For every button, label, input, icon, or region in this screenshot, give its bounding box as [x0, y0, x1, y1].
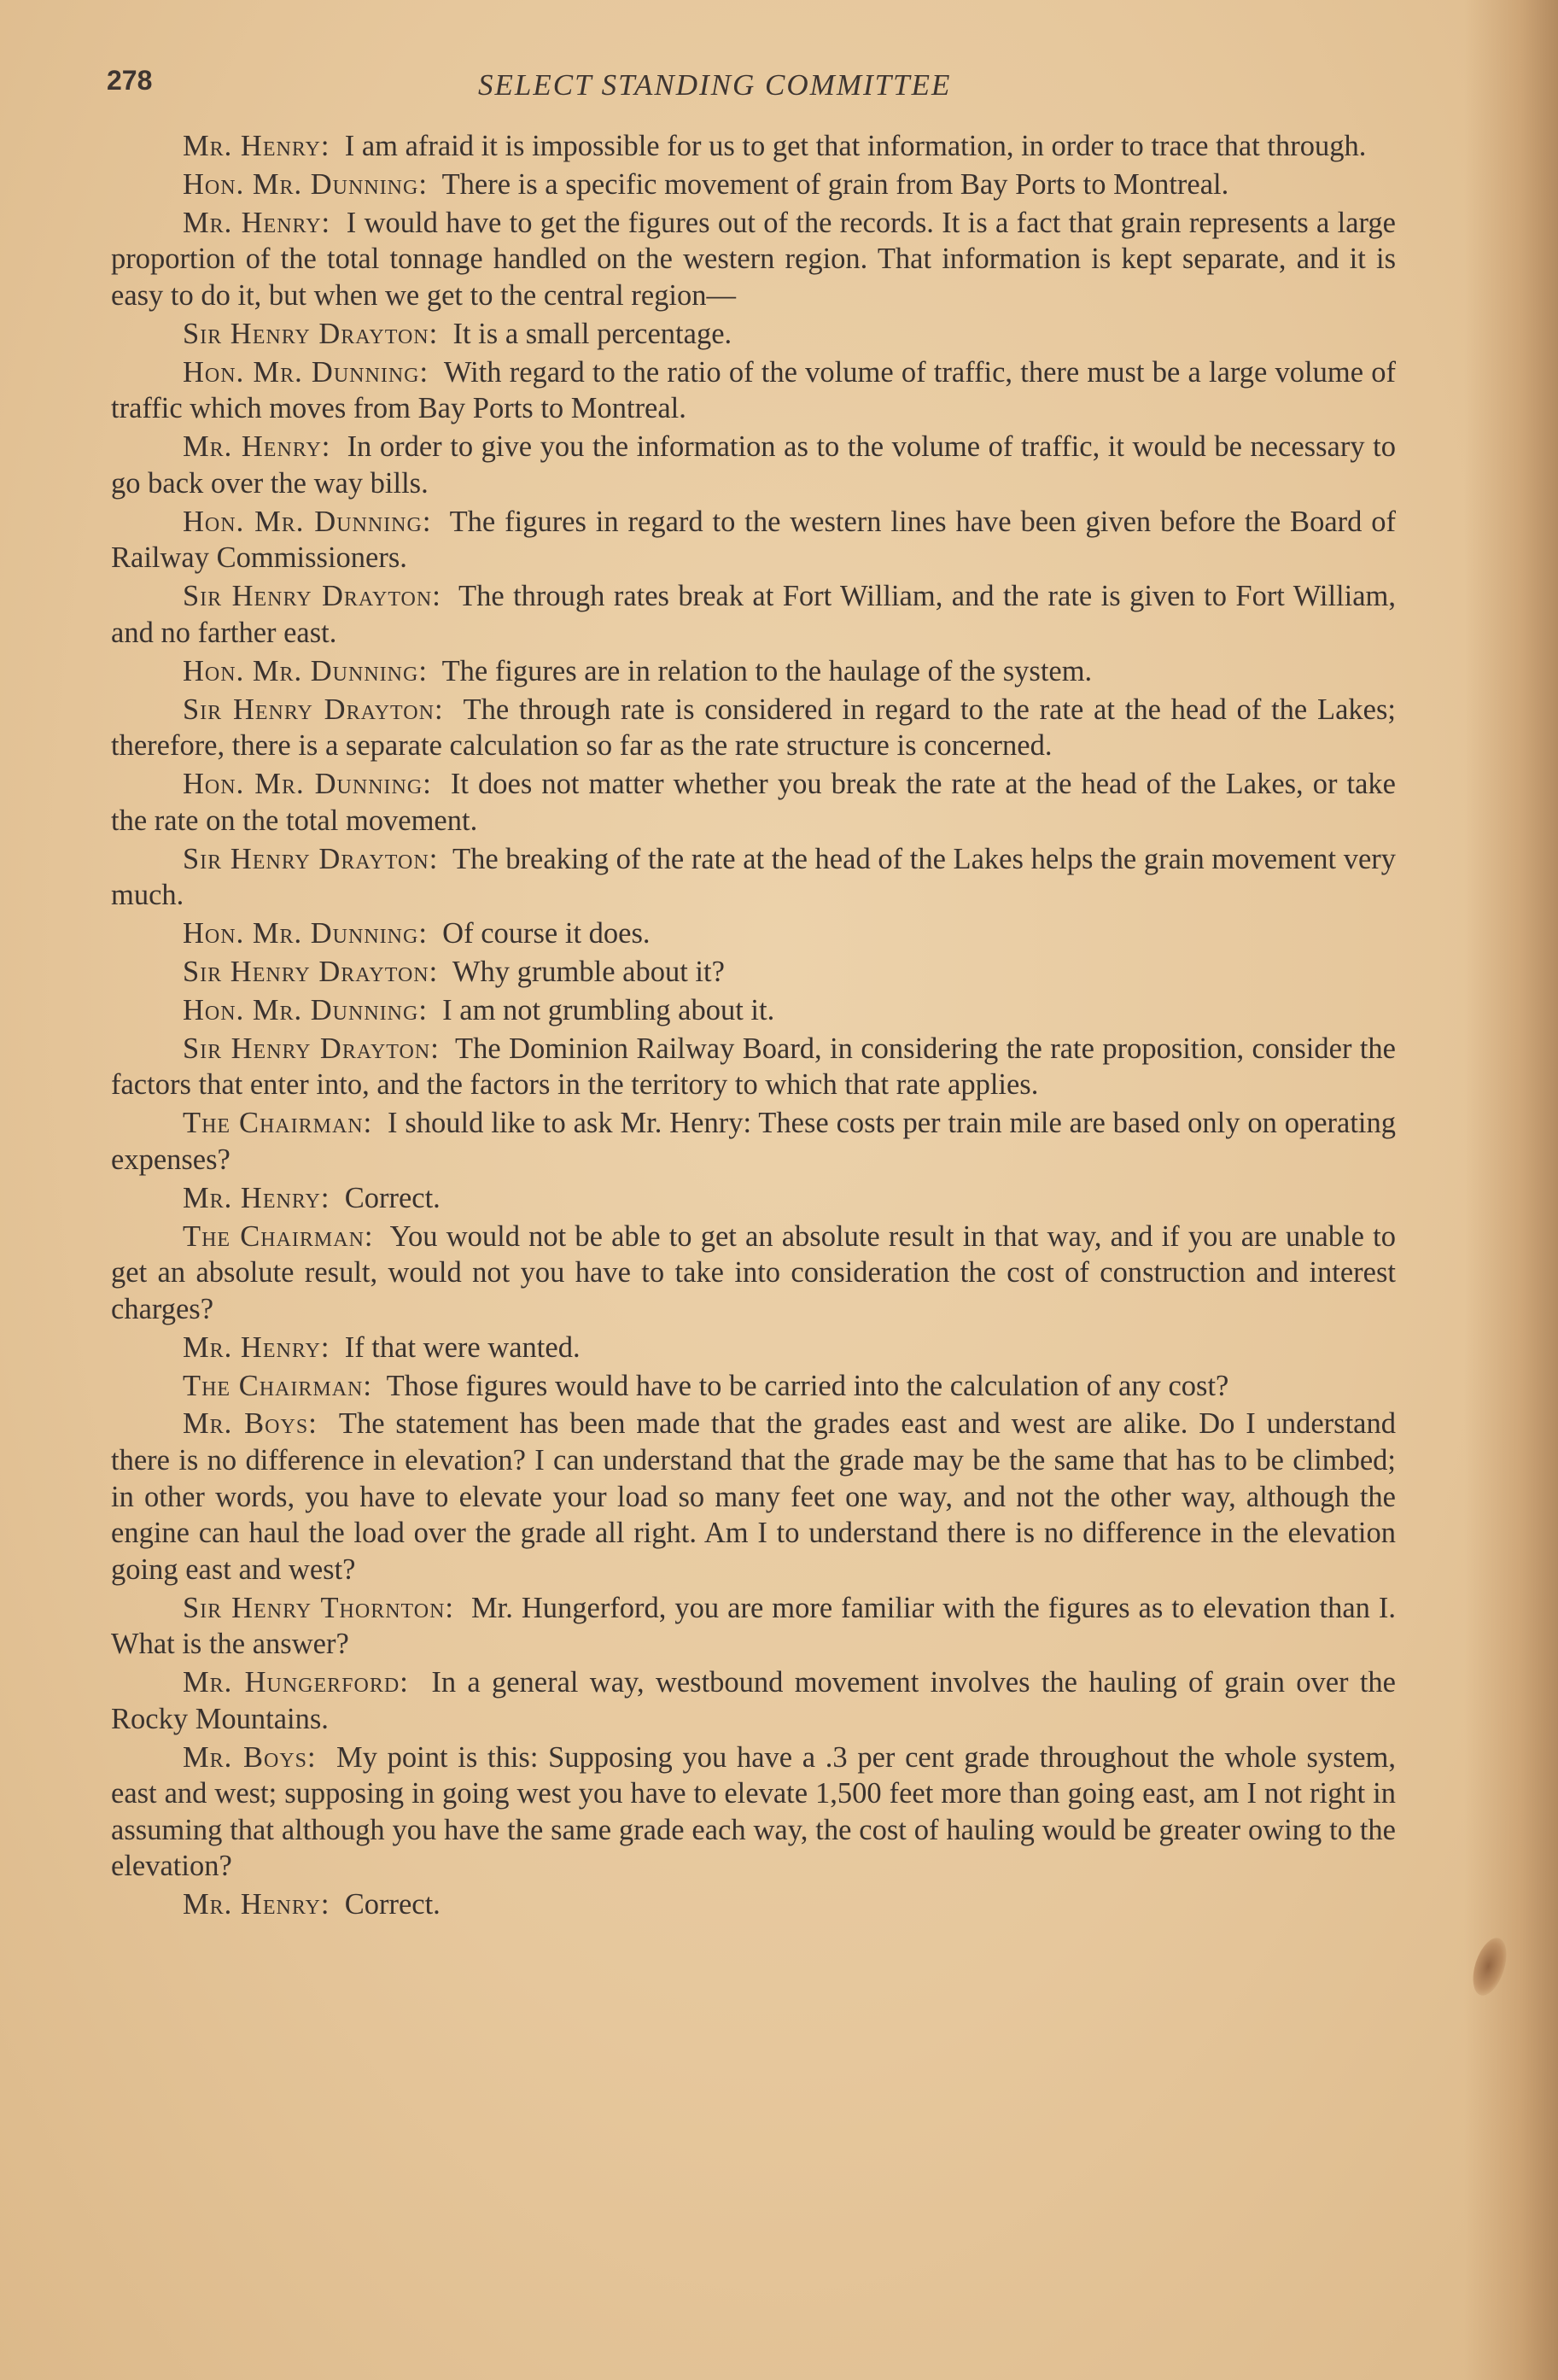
transcript-paragraph	[111, 1740, 1396, 1885]
speaker-name: Hon. Mr. Dunning:	[183, 768, 432, 801]
speaker-name: Mr. Henry:	[183, 206, 331, 239]
speech-text: There is a specific movement of grain from Bay Ports to Montreal.	[441, 167, 1229, 201]
speech-text: The Dominion Railway Board, in considering the rate proposition, consider the factors that enter into, and the factors in the territory to which that rate applies.	[111, 1032, 1396, 1102]
speech-text: I would have to get the figures out of the records. It is a fact that grain represents a large proportion of the total tonnage handled on the western region. That information is kept separate, and it is easy to do it, but when we get to the central region—	[111, 206, 1396, 312]
speech-text: The breaking of the rate at the head of the Lakes helps the grain movement very much.	[111, 842, 1396, 912]
speaker-name: Hon. Mr. Dunning:	[183, 654, 428, 687]
transcript-paragraph	[111, 1406, 1396, 1588]
transcript-paragraph	[111, 992, 1396, 1029]
transcript-paragraph	[111, 578, 1396, 651]
speech-text: Mr. Hungerford, you are more familiar with the figures as to elevation than I. What is the answer?	[111, 1591, 1396, 1661]
page-number: 278	[107, 65, 153, 96]
transcript-paragraph	[111, 1886, 1396, 1923]
speech-text: Why grumble about it?	[452, 955, 725, 988]
transcript-paragraph	[111, 429, 1396, 501]
speech-text: Correct.	[344, 1181, 441, 1214]
speech-text: If that were wanted.	[344, 1330, 581, 1364]
speaker-name: Mr. Henry:	[183, 130, 330, 162]
speaker-name: Sir Henry Drayton:	[183, 580, 441, 613]
speaker-name: Mr. Henry:	[183, 430, 331, 464]
transcript-paragraph	[111, 1664, 1396, 1737]
transcript-paragraph	[111, 841, 1396, 914]
page-header	[107, 60, 1404, 111]
speaker-name: Mr. Boys:	[183, 1407, 318, 1441]
speaker-name: Sir Henry Drayton:	[183, 693, 444, 726]
speaker-name: The Chairman:	[183, 1107, 373, 1140]
transcript-paragraph	[111, 954, 1396, 991]
transcript-paragraph	[111, 504, 1396, 576]
speech-text: The through rates break at Fort William, and the rate is given to Fort William, and no farther east.	[111, 580, 1396, 649]
speaker-name: Sir Henry Drayton:	[183, 317, 439, 350]
speech-text: In a general way, westbound movement involves the hauling of grain over the Rocky Mountains.	[111, 1666, 1396, 1735]
speech-text: Correct.	[344, 1888, 441, 1921]
speaker-name: Mr. Henry:	[183, 1888, 330, 1921]
speaker-name: Sir Henry Drayton:	[183, 842, 439, 875]
speech-text: Of course it does.	[442, 917, 651, 950]
transcript-paragraph	[111, 205, 1396, 314]
speaker-name: Sir Henry Drayton:	[183, 1032, 440, 1065]
speech-text: My point is this: Supposing you have a .3 per cent grade throughout the whole system, east and west; supposing in going west you have to elevate 1,500 feet more than going east, am I not right in assuming that although you have the same grade each way, the cost of hauling would be greater owing to the elevation?	[111, 1740, 1397, 1883]
transcript-paragraph	[111, 1330, 1396, 1366]
transcript-paragraph	[111, 1180, 1396, 1217]
transcript-paragraph	[111, 1590, 1396, 1663]
speech-text: I am not grumbling about it.	[442, 993, 775, 1026]
speech-text: I should like to ask Mr. Henry: These costs per train mile are based only on operating expenses?	[111, 1107, 1397, 1176]
page-edge-shadow	[1464, 0, 1558, 2380]
transcript-paragraph	[111, 128, 1396, 165]
transcript-paragraph	[111, 653, 1396, 690]
speech-text: Those figures would have to be carried into the calculation of any cost?	[386, 1369, 1229, 1402]
speaker-name: Hon. Mr. Dunning:	[183, 167, 428, 201]
transcript-paragraph	[111, 316, 1396, 353]
speaker-name: Hon. Mr. Dunning:	[183, 355, 429, 389]
transcript-body	[111, 128, 1396, 1925]
transcript-paragraph	[111, 354, 1396, 427]
running-head: SELECT STANDING COMMITTEE	[478, 68, 952, 102]
transcript-paragraph	[111, 167, 1396, 203]
transcript-paragraph	[111, 1105, 1396, 1178]
speaker-name: The Chairman:	[183, 1219, 374, 1253]
speech-text: The figures in regard to the western lines have been given before the Board of Railway Commissioners.	[111, 505, 1396, 575]
speaker-name: Hon. Mr. Dunning:	[183, 993, 428, 1026]
speaker-name: Hon. Mr. Dunning:	[183, 505, 432, 538]
speaker-name: The Chairman:	[183, 1369, 372, 1402]
speaker-name: Sir Henry Thornton:	[183, 1591, 455, 1624]
speech-text: The figures are in relation to the haulage of the system.	[441, 654, 1093, 687]
speech-text: In order to give you the information as to the volume of traffic, it would be necessary to go back over the way bills.	[111, 430, 1396, 500]
speech-text: With regard to the ratio of the volume of traffic, there must be a large volume of traffic which moves from Bay Ports to Montreal.	[111, 355, 1396, 425]
speaker-name: Mr. Henry:	[183, 1181, 330, 1214]
speech-text: You would not be able to get an absolute result in that way, and if you are unable to get an absolute result, would not you have to take into consideration the cost of construction and interest charges?	[111, 1219, 1396, 1325]
speaker-name: Mr. Boys:	[183, 1740, 317, 1774]
speaker-name: Sir Henry Drayton:	[183, 955, 439, 988]
speech-text: I am afraid it is impossible for us to get that information, in order to trace that through.	[344, 130, 1367, 162]
speaker-name: Hon. Mr. Dunning:	[183, 917, 428, 950]
speech-text: It is a small percentage.	[452, 317, 732, 350]
transcript-paragraph	[111, 1031, 1396, 1103]
transcript-paragraph	[111, 1219, 1396, 1328]
speech-text: The through rate is considered in regard to the rate at the head of the Lakes; therefore, there is a separate calculation so far as the rate structure is concerned.	[111, 693, 1396, 763]
transcript-paragraph	[111, 1368, 1396, 1405]
speaker-name: Mr. Hungerford:	[183, 1666, 409, 1699]
speech-text: It does not matter whether you break the rate at the head of the Lakes, or take the rate on the total movement.	[111, 768, 1396, 837]
transcript-paragraph	[111, 766, 1396, 839]
speaker-name: Mr. Henry:	[183, 1330, 330, 1364]
transcript-paragraph	[111, 915, 1396, 952]
speech-text: The statement has been made that the grades east and west are alike. Do I understand there is no difference in elevation? I can understand that the grade may be the same that has to be climbed; in other words, you have to elevate your load so many feet one way, and not the other way, although the engine can haul the load over the grade all right. Am I to understand there is no difference in the elevation going east and west?	[111, 1407, 1396, 1586]
transcript-paragraph	[111, 692, 1396, 764]
